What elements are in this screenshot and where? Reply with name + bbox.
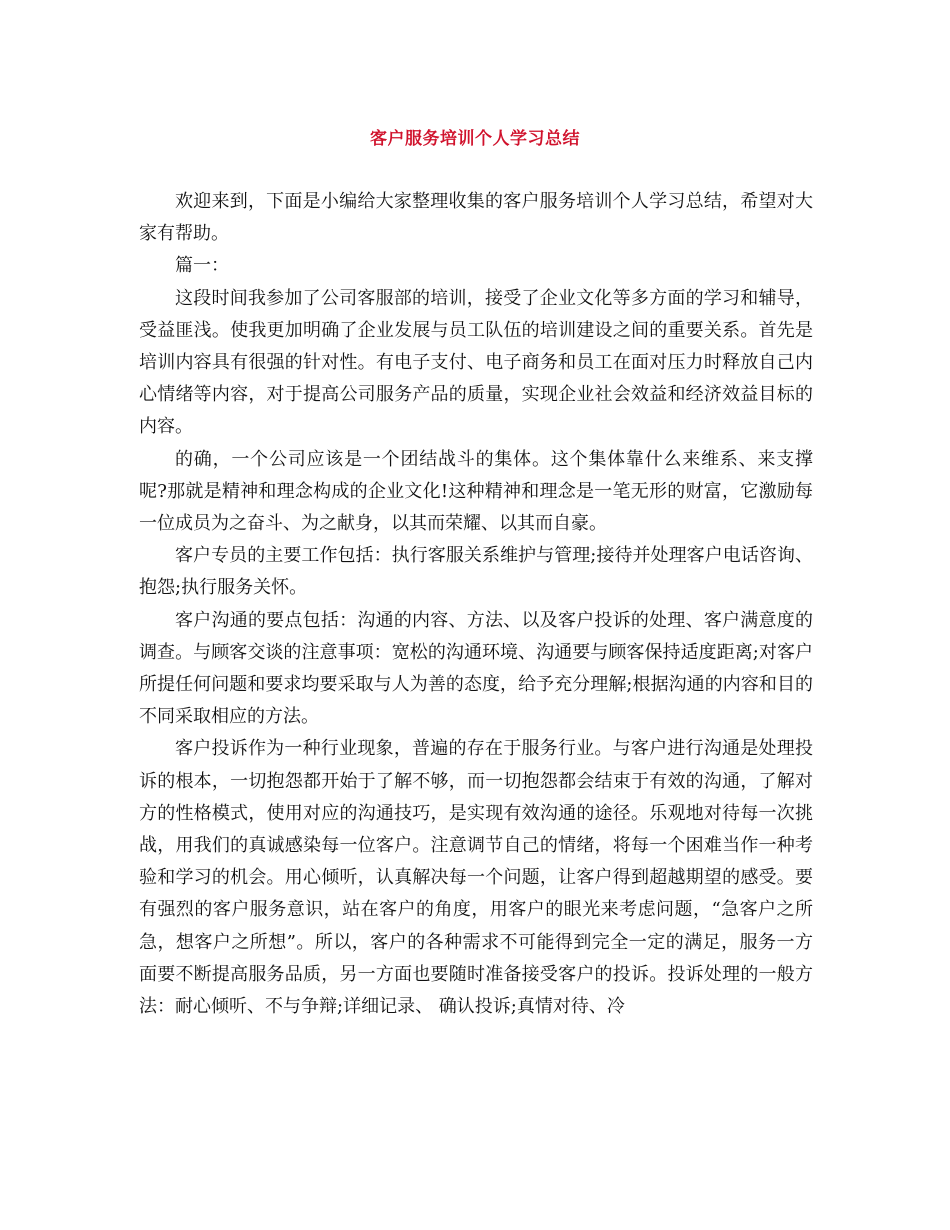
paragraph-culture: 的确，一个公司应该是一个团结战斗的集体。这个集体靠什么来维系、来支撑呢?那就是精神和理念构成的企业文化!这种精神和理念是一笔无形的财富，它激励每一位成员为之奋斗、为之献身，以其而荣耀、以其而自豪。 <box>139 448 813 535</box>
paragraph-duties: 客户专员的主要工作包括：执行客服关系维护与管理;接待并处理客户电话咨询、抱怨;执行服务关怀。 <box>139 545 813 599</box>
paragraph-complaints: 客户投诉作为一种行业现象，普遍的存在于服务行业。与客户进行沟通是处理投诉的根本，一切抱怨都开始于了解不够，而一切抱怨都会结束于有效的沟通，了解对方的性格模式，使用对应的沟通技巧，是实现有效沟通的途径。乐观地对待每一次挑战，用我们的真诚感染每一位客户。注意调节自己的情绪，将每一个困难当作一种考验和学习的机会。用心倾听，认真解决每一个问题，让客户得到超越期望的感受。要有强烈的客户服务意识，站在客户的角度，用客户的眼光来考虑问题，“急客户之所急，想客户之所想”。所以，客户的各种需求不可能得到完全一定的满足，服务一方面要不断提高服务品质，另一方面也要随时准备接受客户的投诉。投诉处理的一般方法：耐心倾听、不与争辩;详细记录、 确认投诉;真情对待、冷 <box>139 738 813 1018</box>
document-title: 客户服务培训个人学习总结 <box>370 129 580 149</box>
paragraph-intro: 欢迎来到，下面是小编给大家整理收集的客户服务培训个人学习总结，希望对大家有帮助。 <box>139 191 813 245</box>
paragraph-training: 这段时间我参加了公司客服部的培训，接受了企业文化等多方面的学习和辅导，受益匪浅。使我更加明确了企业发展与员工队伍的培训建设之间的重要关系。首先是培训内容具有很强的针对性。有电子支付、电子商务和员工在面对压力时释放自己内心情绪等内容，对于提高公司服务产品的质量，实现企业社会效益和经济效益目标的内容。 <box>139 287 813 438</box>
document-body <box>139 186 813 1023</box>
paragraph-section-heading: 篇一： <box>175 255 229 277</box>
paragraph-communication: 客户沟通的要点包括：沟通的内容、方法、以及客户投诉的处理、客户满意度的调查。与顾客交谈的注意事项：宽松的沟通环境、沟通要与顾客保持适度距离;对客户所提任何问题和要求均要采取与人为善的态度，给予充分理解;根据沟通的内容和目的不同采取相应的方法。 <box>139 609 813 728</box>
